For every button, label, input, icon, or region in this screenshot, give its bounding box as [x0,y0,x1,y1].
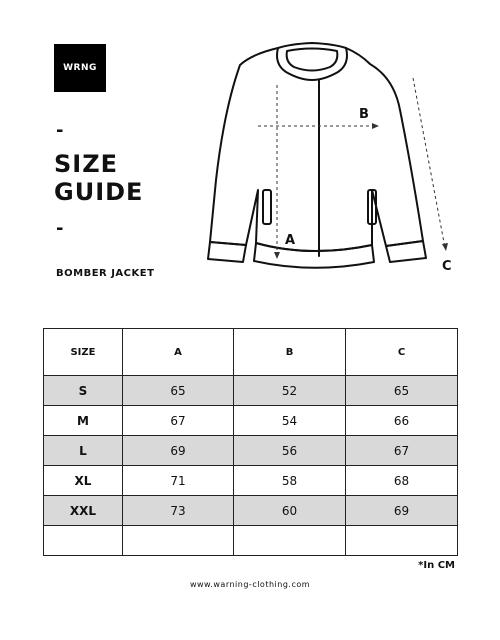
jacket-hem-band [254,243,374,268]
value-cell-c: 65 [346,376,458,406]
measure-label-c: C [442,259,452,274]
value-cell-c [346,526,458,556]
page-title [54,150,143,206]
size-cell: L [44,436,123,466]
measure-label-a: A [285,233,296,248]
column-header-a: A [123,329,234,376]
value-cell-c: 66 [346,406,458,436]
size-cell: XL [44,466,123,496]
jacket-right-cuff [386,241,426,262]
column-header-b: B [234,329,346,376]
page-title-line-2: GUIDE [54,178,144,206]
value-cell-b: 60 [234,496,346,526]
measure-label-b: B [359,107,369,122]
arrow-b-head [372,123,379,129]
value-cell-a: 69 [123,436,234,466]
page-title-line-1: SIZE [54,150,119,178]
arrow-c-head [442,243,448,251]
value-cell-b: 54 [234,406,346,436]
size-cell: M [44,406,123,436]
product-name: BOMBER JACKET [56,268,155,279]
column-header-size: SIZE [44,329,123,376]
size-cell: S [44,376,123,406]
value-cell-a [123,526,234,556]
value-cell-c: 68 [346,466,458,496]
table-row [44,376,458,406]
jacket-left-cuff [208,242,246,262]
value-cell-b: 58 [234,466,346,496]
heading-dash-top: - [56,120,64,141]
value-cell-b [234,526,346,556]
unit-note: *In CM [418,560,455,571]
column-header-c: C [346,329,458,376]
table-row [44,436,458,466]
measure-line-c [413,78,445,248]
value-cell-a: 73 [123,496,234,526]
size-chart-table [43,328,458,556]
value-cell-a: 65 [123,376,234,406]
value-cell-b: 56 [234,436,346,466]
table-header-row [44,329,458,376]
size-cell [44,526,123,556]
value-cell-b: 52 [234,376,346,406]
heading-dash-bottom: - [56,218,64,239]
brand-logo-text: WRNG [63,63,97,73]
value-cell-c: 67 [346,436,458,466]
size-cell: XXL [44,496,123,526]
brand-logo [54,44,106,92]
jacket-body-outline [210,48,423,251]
value-cell-c: 69 [346,496,458,526]
value-cell-a: 67 [123,406,234,436]
jacket-left-pocket [263,190,271,224]
arrow-a-head [274,252,280,259]
value-cell-a: 71 [123,466,234,496]
table-row [44,466,458,496]
table-row-empty [44,526,458,556]
jacket-diagram [200,30,470,280]
footer-website-link[interactable]: www.warning-clothing.com [189,580,311,589]
jacket-collar-inner [287,49,338,71]
table-row [44,496,458,526]
table-row [44,406,458,436]
